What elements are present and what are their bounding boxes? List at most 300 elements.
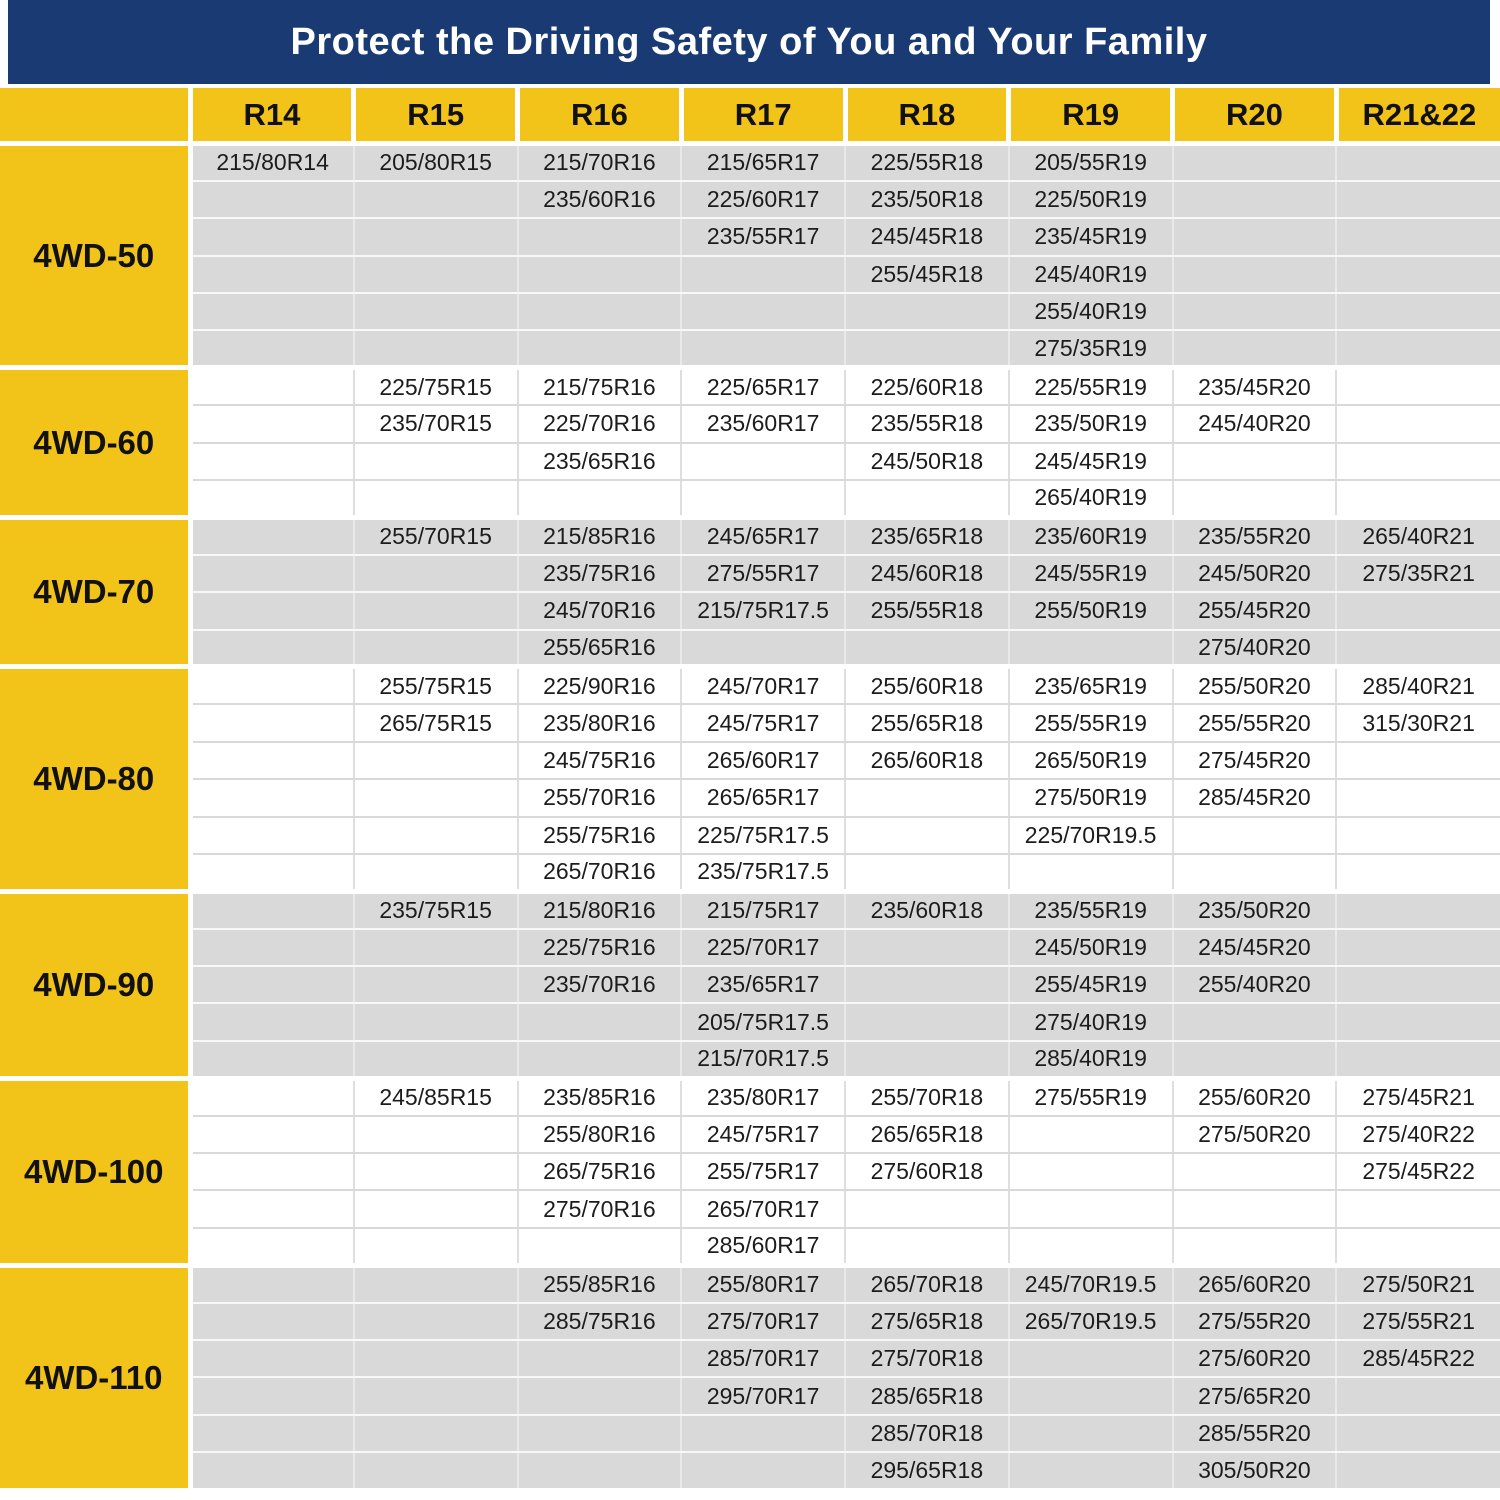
tire-size-cell [190, 630, 354, 667]
column-header-r14: R14 [190, 88, 354, 144]
tire-size-cell: 245/50R19 [1009, 929, 1173, 966]
tire-size-cell [190, 854, 354, 891]
tire-size-cell: 205/55R19 [1009, 144, 1173, 181]
tire-size-cell [1336, 891, 1500, 928]
tire-size-cell [190, 779, 354, 816]
tire-size-cell [1336, 443, 1500, 480]
table-row [0, 667, 1500, 704]
tire-size-cell: 255/70R16 [518, 779, 682, 816]
tire-size-cell: 205/80R15 [354, 144, 518, 181]
tire-size-cell: 225/70R16 [518, 405, 682, 442]
tire-size-cell [354, 443, 518, 480]
tire-size-cell: 245/65R17 [681, 517, 845, 554]
tire-size-cell [354, 480, 518, 517]
banner [8, 0, 1490, 84]
table-row [0, 592, 1500, 629]
table-header [0, 88, 1500, 144]
tire-size-cell: 255/70R15 [354, 517, 518, 554]
tire-size-cell [354, 779, 518, 816]
table-row [0, 330, 1500, 367]
table-row [0, 1377, 1500, 1414]
tire-size-cell [518, 293, 682, 330]
tire-size-cell: 215/70R16 [518, 144, 682, 181]
tire-size-cell [845, 1228, 1009, 1265]
tire-size-cell: 255/75R15 [354, 667, 518, 704]
section-4wd-100 [0, 1078, 1500, 1265]
tire-size-cell [681, 293, 845, 330]
section-4wd-60 [0, 368, 1500, 518]
tire-size-cell [518, 218, 682, 255]
row-label-4wd-100: 4WD-100 [0, 1078, 190, 1265]
tire-size-cell: 285/60R17 [681, 1228, 845, 1265]
tire-size-cell: 265/70R16 [518, 854, 682, 891]
tire-size-cell: 255/45R19 [1009, 966, 1173, 1003]
tire-size-cell [1009, 1340, 1173, 1377]
tire-size-cell: 245/50R18 [845, 443, 1009, 480]
tire-size-cell: 225/55R19 [1009, 368, 1173, 405]
tire-size-cell: 255/80R17 [681, 1265, 845, 1302]
tire-size-cell: 235/60R16 [518, 181, 682, 218]
tire-size-cell [845, 929, 1009, 966]
tire-size-cell: 265/70R19.5 [1009, 1303, 1173, 1340]
tire-size-cell: 215/80R16 [518, 891, 682, 928]
tire-size-cell [1336, 1003, 1500, 1040]
tire-size-cell [1173, 854, 1337, 891]
tire-size-cell [354, 929, 518, 966]
tire-size-cell: 215/70R17.5 [681, 1041, 845, 1078]
tire-size-cell [190, 368, 354, 405]
tire-size-cell: 275/55R19 [1009, 1078, 1173, 1115]
tire-size-cell: 265/75R16 [518, 1153, 682, 1190]
table-row [0, 630, 1500, 667]
tire-size-cell: 245/70R16 [518, 592, 682, 629]
tire-size-cell [190, 1041, 354, 1078]
tire-size-cell: 265/60R18 [845, 742, 1009, 779]
tire-size-cell: 275/40R22 [1336, 1116, 1500, 1153]
tire-size-cell: 275/55R20 [1173, 1303, 1337, 1340]
tire-size-cell: 205/75R17.5 [681, 1003, 845, 1040]
tire-size-cell [354, 854, 518, 891]
table-row [0, 1041, 1500, 1078]
tire-size-cell [1173, 218, 1337, 255]
table-row [0, 1303, 1500, 1340]
tire-size-cell [354, 966, 518, 1003]
tire-size-cell: 235/75R15 [354, 891, 518, 928]
tire-size-cell: 255/75R16 [518, 817, 682, 854]
tire-size-cell: 305/50R20 [1173, 1452, 1337, 1489]
tire-size-cell [1336, 256, 1500, 293]
row-label-4wd-50: 4WD-50 [0, 144, 190, 368]
table-row [0, 854, 1500, 891]
tire-size-cell [518, 330, 682, 367]
tire-size-cell [1173, 1190, 1337, 1227]
tire-size-cell [190, 480, 354, 517]
tire-size-cell [1336, 592, 1500, 629]
tire-size-cell: 255/45R18 [845, 256, 1009, 293]
tire-size-cell [1336, 144, 1500, 181]
table-row [0, 966, 1500, 1003]
tire-size-cell: 265/65R17 [681, 779, 845, 816]
tire-size-cell: 215/65R17 [681, 144, 845, 181]
tire-size-cell: 245/70R17 [681, 667, 845, 704]
tire-size-cell: 285/75R16 [518, 1303, 682, 1340]
table-row [0, 1078, 1500, 1115]
tire-size-cell [1173, 480, 1337, 517]
row-label-4wd-110: 4WD-110 [0, 1265, 190, 1489]
tire-size-cell: 275/60R20 [1173, 1340, 1337, 1377]
tire-size-cell: 275/65R18 [845, 1303, 1009, 1340]
tire-size-cell: 275/60R18 [845, 1153, 1009, 1190]
tire-size-cell: 275/70R18 [845, 1340, 1009, 1377]
tire-size-cell [190, 1116, 354, 1153]
tire-size-cell [354, 630, 518, 667]
table-row [0, 1415, 1500, 1452]
section-4wd-50 [0, 144, 1500, 368]
table-row [0, 517, 1500, 554]
tire-size-cell [845, 330, 1009, 367]
tire-size-cell [1336, 1041, 1500, 1078]
tire-size-cell [1336, 218, 1500, 255]
tire-size-table [0, 88, 1500, 1492]
tire-size-cell: 275/45R20 [1173, 742, 1337, 779]
tire-size-cell: 235/70R15 [354, 405, 518, 442]
tire-size-cell [1336, 1190, 1500, 1227]
tire-size-cell [1173, 1003, 1337, 1040]
tire-size-cell [190, 1377, 354, 1414]
tire-size-cell [190, 330, 354, 367]
tire-size-cell [1336, 368, 1500, 405]
table-row [0, 555, 1500, 592]
section-4wd-70 [0, 517, 1500, 667]
tire-size-cell [190, 929, 354, 966]
tire-size-cell: 235/55R19 [1009, 891, 1173, 928]
tire-size-cell: 235/60R18 [845, 891, 1009, 928]
tire-size-cell: 235/65R17 [681, 966, 845, 1003]
tire-size-cell: 275/50R20 [1173, 1116, 1337, 1153]
tire-size-cell: 225/75R16 [518, 929, 682, 966]
tire-size-cell: 245/45R20 [1173, 929, 1337, 966]
tire-size-cell [681, 256, 845, 293]
tire-size-cell [518, 1377, 682, 1414]
corner-cell [0, 88, 190, 144]
tire-size-cell [354, 256, 518, 293]
table-row [0, 480, 1500, 517]
table-row [0, 1452, 1500, 1489]
tire-size-cell [1173, 256, 1337, 293]
tire-size-cell [190, 817, 354, 854]
tire-size-cell [518, 1415, 682, 1452]
tire-size-cell [1009, 1228, 1173, 1265]
tire-size-cell [1173, 1041, 1337, 1078]
tire-size-cell [1336, 817, 1500, 854]
tire-size-cell: 225/55R18 [845, 144, 1009, 181]
tire-size-cell [190, 517, 354, 554]
tire-size-cell [1336, 779, 1500, 816]
tire-size-cell: 245/55R19 [1009, 555, 1173, 592]
tire-size-cell: 285/70R17 [681, 1340, 845, 1377]
tire-size-cell: 265/60R17 [681, 742, 845, 779]
tire-size-cell [1009, 1153, 1173, 1190]
tire-size-cell: 255/60R20 [1173, 1078, 1337, 1115]
tire-size-cell: 235/80R17 [681, 1078, 845, 1115]
tire-size-cell [354, 1190, 518, 1227]
tire-size-cell: 255/60R18 [845, 667, 1009, 704]
tire-size-cell [190, 1415, 354, 1452]
tire-size-cell [1336, 630, 1500, 667]
tire-size-cell [190, 1153, 354, 1190]
tire-size-cell: 215/85R16 [518, 517, 682, 554]
column-header-r16: R16 [518, 88, 682, 144]
tire-size-cell [354, 555, 518, 592]
tire-size-cell [1009, 854, 1173, 891]
tire-size-cell [1173, 817, 1337, 854]
tire-size-cell [1173, 330, 1337, 367]
tire-size-cell [354, 1377, 518, 1414]
tire-size-cell [1173, 443, 1337, 480]
tire-size-cell: 235/45R19 [1009, 218, 1173, 255]
tire-size-cell [354, 1041, 518, 1078]
table-row [0, 144, 1500, 181]
tire-size-cell: 255/55R19 [1009, 704, 1173, 741]
tire-size-cell: 235/65R19 [1009, 667, 1173, 704]
tire-size-cell: 275/35R21 [1336, 555, 1500, 592]
tire-size-cell: 255/40R20 [1173, 966, 1337, 1003]
tire-size-cell [354, 817, 518, 854]
tire-size-cell [190, 1190, 354, 1227]
tire-size-cell: 215/75R17 [681, 891, 845, 928]
tire-size-cell [518, 1228, 682, 1265]
tire-size-cell: 225/50R19 [1009, 181, 1173, 218]
tire-size-cell [190, 443, 354, 480]
tire-size-cell: 235/50R19 [1009, 405, 1173, 442]
tire-size-cell [1336, 330, 1500, 367]
tire-size-cell: 255/50R19 [1009, 592, 1173, 629]
table-row [0, 1265, 1500, 1302]
tire-size-cell [845, 779, 1009, 816]
table-row [0, 817, 1500, 854]
tire-size-cell [354, 1228, 518, 1265]
tire-size-cell: 275/40R20 [1173, 630, 1337, 667]
tire-size-cell [845, 1003, 1009, 1040]
tire-size-cell: 275/70R16 [518, 1190, 682, 1227]
tire-size-cell [1009, 630, 1173, 667]
tire-size-cell [354, 1340, 518, 1377]
tire-size-cell [845, 966, 1009, 1003]
tire-size-cell [681, 1415, 845, 1452]
tire-size-cell [518, 1003, 682, 1040]
tire-size-cell: 245/45R18 [845, 218, 1009, 255]
tire-size-cell: 245/50R20 [1173, 555, 1337, 592]
tire-size-cell [1336, 966, 1500, 1003]
tire-size-cell: 235/85R16 [518, 1078, 682, 1115]
tire-size-cell [190, 891, 354, 928]
tire-size-cell [1336, 480, 1500, 517]
tire-size-cell: 235/75R17.5 [681, 854, 845, 891]
tire-size-cell [1009, 1415, 1173, 1452]
tire-size-cell: 215/80R14 [190, 144, 354, 181]
tire-size-cell: 225/75R17.5 [681, 817, 845, 854]
tire-size-cell [190, 667, 354, 704]
tire-size-cell: 235/50R18 [845, 181, 1009, 218]
column-header-r15: R15 [354, 88, 518, 144]
banner-title: Protect the Driving Safety of You and Your Family [290, 20, 1208, 63]
tire-size-cell [1336, 405, 1500, 442]
tire-size-cell: 255/65R18 [845, 704, 1009, 741]
tire-size-cell [1336, 929, 1500, 966]
tire-size-cell: 225/90R16 [518, 667, 682, 704]
tire-size-cell [845, 293, 1009, 330]
tire-size-cell [845, 1041, 1009, 1078]
tire-size-cell: 275/70R17 [681, 1303, 845, 1340]
tire-size-cell: 235/55R18 [845, 405, 1009, 442]
tire-size-cell [1336, 1452, 1500, 1489]
tire-size-cell: 235/80R16 [518, 704, 682, 741]
tire-size-cell: 215/75R17.5 [681, 592, 845, 629]
tire-size-cell [845, 480, 1009, 517]
tire-size-cell: 235/60R19 [1009, 517, 1173, 554]
tire-size-cell [518, 1340, 682, 1377]
tire-size-cell [681, 330, 845, 367]
tire-size-cell [190, 1303, 354, 1340]
tire-size-cell [518, 1452, 682, 1489]
column-header-r20: R20 [1173, 88, 1337, 144]
table-row [0, 1190, 1500, 1227]
tire-size-cell [190, 1228, 354, 1265]
tire-size-cell [1009, 1190, 1173, 1227]
tire-size-cell [1336, 1377, 1500, 1414]
table-row [0, 704, 1500, 741]
tire-size-cell [354, 742, 518, 779]
tire-size-cell: 275/65R20 [1173, 1377, 1337, 1414]
tire-size-cell [1173, 181, 1337, 218]
tire-size-cell: 255/55R20 [1173, 704, 1337, 741]
row-label-4wd-70: 4WD-70 [0, 517, 190, 667]
tire-size-cell: 285/40R19 [1009, 1041, 1173, 1078]
tire-size-cell: 265/65R18 [845, 1116, 1009, 1153]
tire-size-cell [845, 817, 1009, 854]
tire-size-cell: 255/85R16 [518, 1265, 682, 1302]
tire-size-cell: 235/55R20 [1173, 517, 1337, 554]
tire-size-cell: 225/60R18 [845, 368, 1009, 405]
tire-size-cell: 275/45R22 [1336, 1153, 1500, 1190]
column-header-r19: R19 [1009, 88, 1173, 144]
table-row [0, 1116, 1500, 1153]
table-row [0, 293, 1500, 330]
row-label-4wd-60: 4WD-60 [0, 368, 190, 518]
tire-size-cell [190, 293, 354, 330]
tire-size-cell: 285/40R21 [1336, 667, 1500, 704]
tire-size-cell: 285/65R18 [845, 1377, 1009, 1414]
table-row [0, 891, 1500, 928]
tire-size-cell: 225/70R17 [681, 929, 845, 966]
tire-size-cell: 225/75R15 [354, 368, 518, 405]
tire-size-cell: 275/50R21 [1336, 1265, 1500, 1302]
tire-size-cell [1336, 293, 1500, 330]
tire-size-cell: 235/65R18 [845, 517, 1009, 554]
table-row [0, 368, 1500, 405]
tire-size-cell: 235/65R16 [518, 443, 682, 480]
tire-size-cell [354, 1303, 518, 1340]
tire-size-cell: 255/50R20 [1173, 667, 1337, 704]
tire-size-cell: 265/60R20 [1173, 1265, 1337, 1302]
table-row [0, 779, 1500, 816]
tire-size-cell [354, 1415, 518, 1452]
tire-size-cell: 255/65R16 [518, 630, 682, 667]
tire-size-cell [190, 1078, 354, 1115]
section-4wd-90 [0, 891, 1500, 1078]
tire-size-cell [681, 480, 845, 517]
table-row [0, 218, 1500, 255]
table-row [0, 405, 1500, 442]
column-header-r18: R18 [845, 88, 1009, 144]
tire-size-cell: 275/55R21 [1336, 1303, 1500, 1340]
tire-size-cell: 255/45R20 [1173, 592, 1337, 629]
tire-size-cell: 245/75R17 [681, 704, 845, 741]
tire-size-cell: 285/45R22 [1336, 1340, 1500, 1377]
tire-size-cell [1336, 181, 1500, 218]
tire-size-cell [1009, 1377, 1173, 1414]
section-4wd-80 [0, 667, 1500, 891]
tire-size-cell: 225/70R19.5 [1009, 817, 1173, 854]
tire-size-cell: 255/55R18 [845, 592, 1009, 629]
tire-size-cell [1009, 1116, 1173, 1153]
tire-size-cell [845, 1190, 1009, 1227]
tire-size-cell [1173, 1153, 1337, 1190]
tire-size-cell [681, 630, 845, 667]
tire-size-cell: 285/55R20 [1173, 1415, 1337, 1452]
tire-size-cell [190, 1340, 354, 1377]
tire-size-cell: 245/40R19 [1009, 256, 1173, 293]
tire-size-cell: 275/50R19 [1009, 779, 1173, 816]
tire-size-cell: 245/40R20 [1173, 405, 1337, 442]
row-label-4wd-80: 4WD-80 [0, 667, 190, 891]
tire-size-cell: 275/40R19 [1009, 1003, 1173, 1040]
tire-size-cell [681, 443, 845, 480]
tire-size-cell [190, 218, 354, 255]
tire-size-cell: 235/75R16 [518, 555, 682, 592]
tire-size-cell [354, 1265, 518, 1302]
tire-size-cell [354, 1153, 518, 1190]
tire-size-cell: 255/75R17 [681, 1153, 845, 1190]
tire-size-cell [190, 405, 354, 442]
tire-size-cell: 265/50R19 [1009, 742, 1173, 779]
tire-size-cell: 225/65R17 [681, 368, 845, 405]
tire-size-cell: 215/75R16 [518, 368, 682, 405]
tire-size-cell: 255/80R16 [518, 1116, 682, 1153]
tire-size-cell [1336, 1415, 1500, 1452]
tire-size-cell [190, 1452, 354, 1489]
table-row [0, 1153, 1500, 1190]
section-4wd-110 [0, 1265, 1500, 1489]
tire-size-cell: 245/85R15 [354, 1078, 518, 1115]
table-row [0, 443, 1500, 480]
tire-size-cell [518, 480, 682, 517]
tire-size-cell: 245/60R18 [845, 555, 1009, 592]
tire-size-cell [354, 218, 518, 255]
tire-size-cell: 235/70R16 [518, 966, 682, 1003]
row-label-4wd-90: 4WD-90 [0, 891, 190, 1078]
tire-size-cell [845, 630, 1009, 667]
tire-size-cell [354, 293, 518, 330]
table-row [0, 742, 1500, 779]
tire-size-cell: 265/40R19 [1009, 480, 1173, 517]
tire-size-cell [845, 854, 1009, 891]
tire-size-cell [190, 256, 354, 293]
tire-size-cell [354, 592, 518, 629]
tire-size-cell [354, 1452, 518, 1489]
tire-size-cell [190, 966, 354, 1003]
tire-size-cell: 255/40R19 [1009, 293, 1173, 330]
